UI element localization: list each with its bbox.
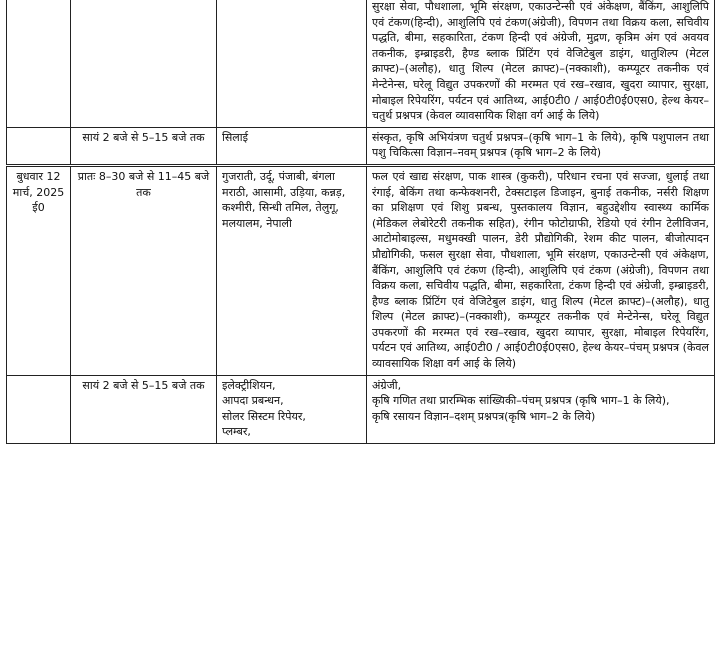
subject-line: इलेक्ट्रीशियन, — [222, 378, 276, 392]
time-cell: प्रातः 8–30 बजे से 11–45 बजे तक — [71, 165, 217, 375]
date-cell — [7, 127, 71, 165]
vocational-subjects-cell: सुरक्षा सेवा, पौधशाला, भूमि संरक्षण, एकाउन्टेन्सी एवं अंकेक्षण, बैंकिंग, आशुलिपि एवं टंकण(हिन्दी), आशुलिपि एवं टंकण(अंग्रेजी), विपणन तथा विक्रय कला, सचिवीय पद्धति, बीमा, सहकारिता, टंकण हिन्दी एवं अंग्रेजी, मुद्रण, कृत्रिम अंग एवं अवयव तकनीक, इम्ब्राइडरी, हैण्ड ब्लाक प्रिंटिंग एवं वेजिटेबुल डाइंग, धातुशिल्प (मेटल क्राफ्ट)–(अलौह), धातु शिल्प (मेटल क्राफ्ट)–(नक्काशी), कम्प्यूटर तकनीक एवं मेन्टेनेन्स, घरेलू विद्युत उपकरणों की मरम्मत एवं रख–रखाव, खुदरा व्यापार, सुरक्षा, मोबाइल रिपेयरिंग, पर्यटन एवं आतिथ्य, आई0टी0 / आई0टी0ई0एस0, हेल्थ केयर–चतुर्थ प्रश्नपत्र (केवल व्यावसायिक शिक्षा वर्ग आई के लिये) — [367, 0, 715, 127]
date-cell: बुधवार 12 मार्च, 2025 ई0 — [7, 165, 71, 375]
subject-line: कृषि गणित तथा प्रारम्भिक सांख्यिकी–पंचम् प्रश्नपत्र (कृषि भाग–1 के लिये), — [372, 394, 670, 408]
subject-cell: सिलाई — [217, 127, 367, 165]
time-cell: सायं 2 बजे से 5–15 बजे तक — [71, 375, 217, 443]
subject-cell: गुजराती, उर्दू, पंजाबी, बंगला मराठी, आसामी, उड़िया, कन्नड़, कश्मीरी, सिन्धी तमिल, तेलुगू, मलयालम, नेपाली — [217, 165, 367, 375]
subject-line: आपदा प्रबन्धन, — [222, 394, 284, 408]
subject-line: कृषि रसायन विज्ञान–दशम् प्रश्नपत्र(कृषि भाग–2 के लिये) — [372, 409, 596, 423]
subject-cell — [217, 0, 367, 127]
time-cell: सायं 2 बजे से 5–15 बजे तक — [71, 127, 217, 165]
date-cell — [7, 0, 71, 127]
table-row — [7, 165, 715, 375]
table-row — [7, 375, 715, 443]
subject-line: अंग्रेजी, — [372, 378, 402, 392]
table-row — [7, 127, 715, 165]
subject-cell — [217, 375, 367, 443]
table-row — [7, 0, 715, 127]
subject-line: प्लम्बर, — [222, 425, 251, 439]
exam-schedule-table — [6, 0, 715, 444]
date-cell — [7, 375, 71, 443]
vocational-subjects-cell: संस्कृत, कृषि अभियंत्रण चतुर्थ प्रश्नपत्र–(कृषि भाग–1 के लिये), कृषि पशुपालन तथा पशु चिकित्सा विज्ञान–नवम् प्रश्नपत्र (कृषि भाग–2 के लिये) — [367, 127, 715, 165]
vocational-subjects-cell — [367, 375, 715, 443]
subject-line: सोलर सिस्टम रिपेयर, — [222, 409, 306, 423]
vocational-subjects-cell: फल एवं खाद्य संरक्षण, पाक शास्त्र (कुकरी), परिधान रचना एवं सज्जा, धुलाई तथा रंगाई, बेकिंग तथा कन्फेक्शनरी, टेक्सटाइल डिजाइन, बुनाई तकनीक, नर्सरी शिक्षण का प्रशिक्षण एवं शिशु प्रबन्ध, पुस्तकालय विज्ञान, बहुउद्देशीय स्वास्थ्य कार्मिक (मेडिकल लेबोरेटरी तकनीक सहित), रंगीन फोटोग्राफी, रेडियो एवं रंगीन टेलीविजन, आटोमोबाइल्स, मधुमक्खी पालन, डेरी प्रौद्योगिकी, रेशम कीट पालन, बीजोत्पादन प्रौद्योगिकी, फसल सुरक्षा सेवा, पौधशाला, भूमि संरक्षण, एकाउन्टेन्सी एवं अंकेक्षण, बैंकिंग, आशुलिपि एवं टंकण (हिन्दी), आशुलिपि एवं टंकण (अंग्रेजी), विपणन तथा विक्रय कला, सचिवीय पद्धति, बीमा, सहकारिता, टंकण हिन्दी एवं अंग्रेजी, इम्ब्राइडरी, हैण्ड ब्लाक प्रिंटिंग एवं वेजिटेबुल डाइंग, धातु शिल्प (मेटल क्राफ्ट)–(अलौह), धातु शिल्प (मेटल क्राफ्ट)–(नक्काशी), कम्प्यूटर तकनीक एवं मेन्टेनेन्स, घरेलू विद्युत उपकरणों की मरम्मत एवं रख–रखाव, खुदरा व्यापार, सुरक्षा, मोबाइल रिपेयरिंग, पर्यटन एवं आतिथ्य, आई0टी0 / आई0टी0ई0एस0, हेल्थ केयर–पंचम् प्रश्नपत्र (केवल व्यावसायिक शिक्षा वर्ग आई के लिये) — [367, 165, 715, 375]
time-cell — [71, 0, 217, 127]
